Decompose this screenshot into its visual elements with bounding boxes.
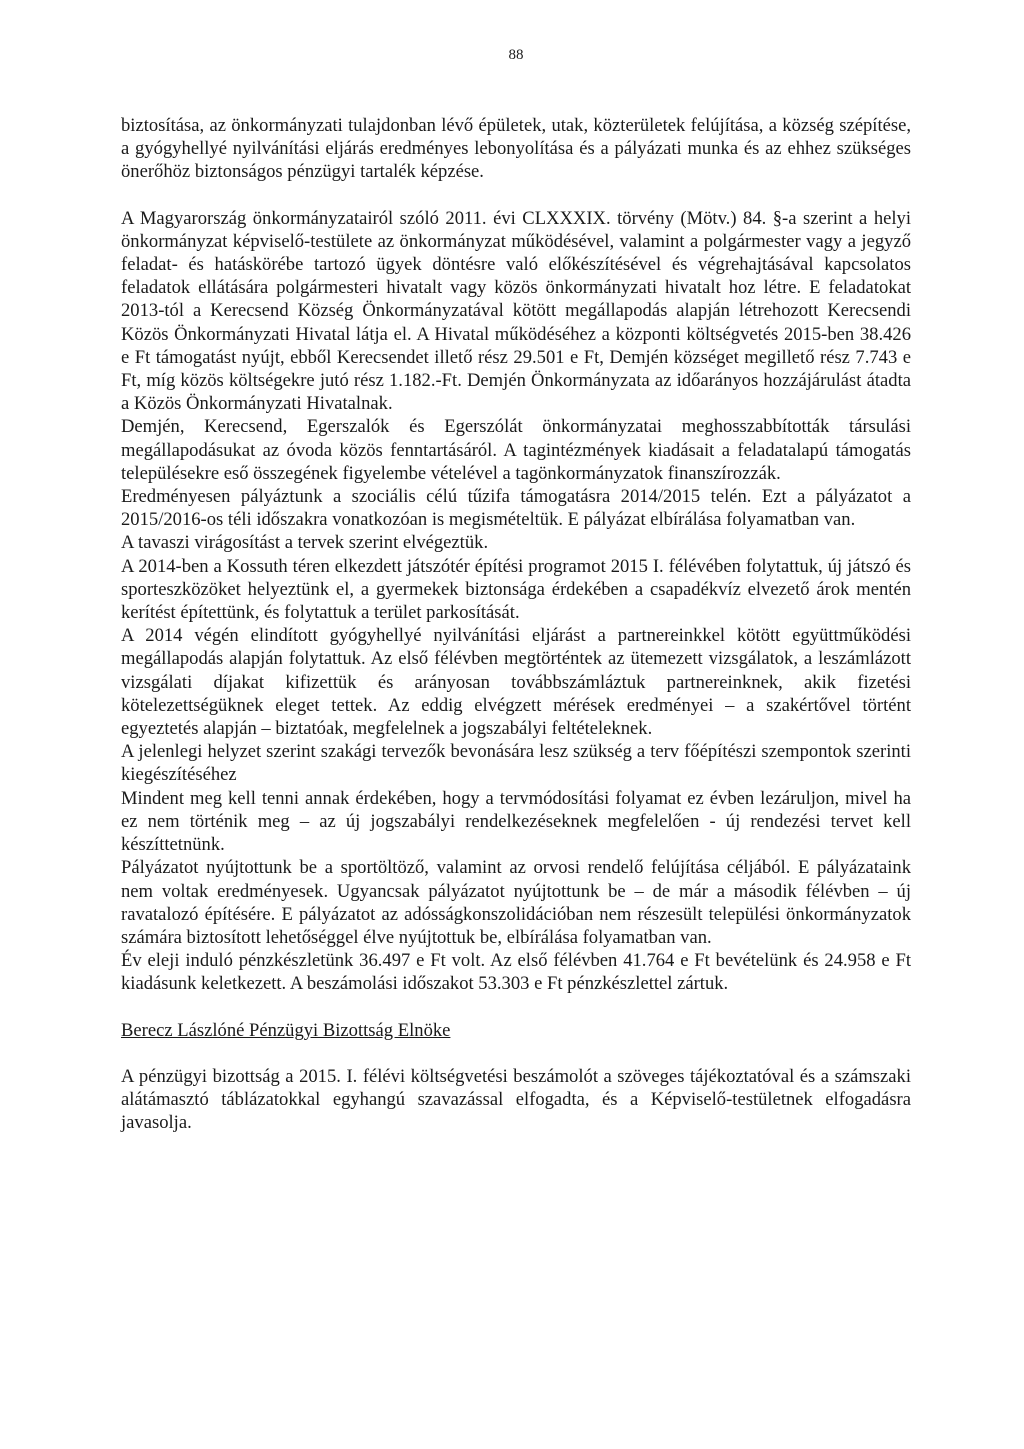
paragraph-penzkeszlet: Év eleji induló pénzkészletünk 36.497 e Ft volt. Az első félévben 41.764 e Ft bevételünk és 24.958 e Ft kiadásunk keletkezett. A beszámolási időszakot 53.303 e Ft pénzkészlettel zártuk.	[121, 950, 911, 995]
paragraph-viragositas: A tavaszi virágosítást a tervek szerint elvégeztük.	[121, 532, 489, 554]
paragraph-ovoda: Demjén, Kerecsend, Egerszalók és Egerszólát önkormányzatai meghosszabbították társulási megállapodásukat az óvoda közös fenntartásáról. A tagintézmények kiadásait a feladatalapú támogatás településekre eső összegének figyelembe vételével a tagönkormányzatok finanszírozzák.	[121, 416, 911, 484]
paragraph-tervezok: A jelenlegi helyzet szerint szakági tervezők bevonására lesz szükség a terv főépítészi szempontok szerinti kiegészítéséhez	[121, 741, 911, 786]
paragraph-hivatal: A Magyarország önkormányzatairól szóló 2011. évi CLXXXIX. törvény (Mötv.) 84. §-a szerint a helyi önkormányzat képviselő-testülete az önkormányzat működésével, valamint a polgármester vagy a jegyző feladat- és hatáskörébe tartozó ügyek döntésre való előkészítésével és végrehajtásával kapcsolatos feladatok ellátására polgármesteri hivatalt vagy közös önkormányzati hivatalt hoz létre. E feladatokat 2013-tól a Kerecsend Község Önkormányzatával kötött megállapodás alapján létrehozott Kerecsendi Közös Önkormányzati Hivatal látja el. A Hivatal működéséhez a központi költségvetés 2015-ben 38.426 e Ft támogatást nyújt, ebből Kerecsendet illető rész 29.501 e Ft, Demjén községet megillető rész 7.743 e Ft, míg közös költségekre jutó rész 1.182.-Ft. Demjén Önkormányzata az időarányos hozzájárulást átadta a Közös Önkormányzati Hivatalnak.	[121, 207, 911, 415]
paragraph-palyazatok: Pályázatot nyújtottunk be a sportöltöző, valamint az orvosi rendelő felújítása céljából. E pályázataink nem voltak eredményesek. Ugyancsak pályázatot nyújtottunk be – de már a második félévben – új ravatalozó építésére. E pályázatot az adósságkonszolidációban nem részesült települési önkormányzatok számára biztosított lehetőséggel élve nyújtottuk be, elbírálása folyamatban van.	[121, 857, 911, 948]
paragraph-bizottsag: A pénzügyi bizottság a 2015. I. félévi költségvetési beszámolót a szöveges tájékoztatóval és a számszaki alátámasztó táblázatokkal egyhangú szavazással elfogadta, és a Képviselő-testületnek elfogadásra javasolja.	[121, 1065, 911, 1134]
paragraph-intro: biztosítása, az önkormányzati tulajdonban lévő épületek, utak, közterületek felújítása, a község szépítése, a gyógyhellyé nyilvánítási eljárás eredményes lebonyolítása és a pályázati munka és az ehhez szükséges önerőhöz biztonságos pénzügyi tartalék képzése.	[121, 115, 911, 183]
paragraph-tuzifa: Eredményesen pályáztunk a szociális célú tűzifa támogatásra 2014/2015 telén. Ezt a pályázatot a 2015/2016-os téli időszakra vonatkozóan is megismételtük. E pályázat elbírálása folyamatban van.	[121, 486, 911, 531]
page-number: 88	[508, 47, 524, 63]
document-body	[121, 114, 911, 1134]
paragraph-gyogyhely: A 2014 végén elindított gyógyhellyé nyilvánítási eljárást a partnereinkkel kötött együttműködési megállapodás alapján folytattuk. Az első félévben megtörténtek az ütemezett vizsgálatok, a leszámlázott vizsgálati díjakat kifizettük és arányosan továbbszámláztuk partnereinknek, akik fizetési kötelezettségüknek eleget tettek. Az eddig elvégzett mérések eredményei – a szakértővel történt egyeztetés alapján – biztatóak, megfelelnek a jogszabályi feltételeknek.	[121, 625, 911, 740]
section-heading: Berecz Lászlóné Pénzügyi Bizottság Elnöke	[121, 1019, 451, 1041]
paragraph-tervmodositas: Mindent meg kell tenni annak érdekében, hogy a tervmódosítási folyamat ez évben lezáruljon, mivel ha ez nem történik meg – az új jogszabályi rendelkezéseknek megfelelően - új rendezési tervet kell készíttetnünk.	[121, 787, 911, 856]
paragraph-jatszoter: A 2014-ben a Kossuth téren elkezdett játszótér építési programot 2015 I. félévében folytattuk, új játszó és sporteszközöket helyeztünk el, a gyermekek biztonsága érdekében a csapadékvíz elvezető árok mentén kerítést építettünk, és folytattuk a terület parkosítását.	[121, 555, 911, 624]
